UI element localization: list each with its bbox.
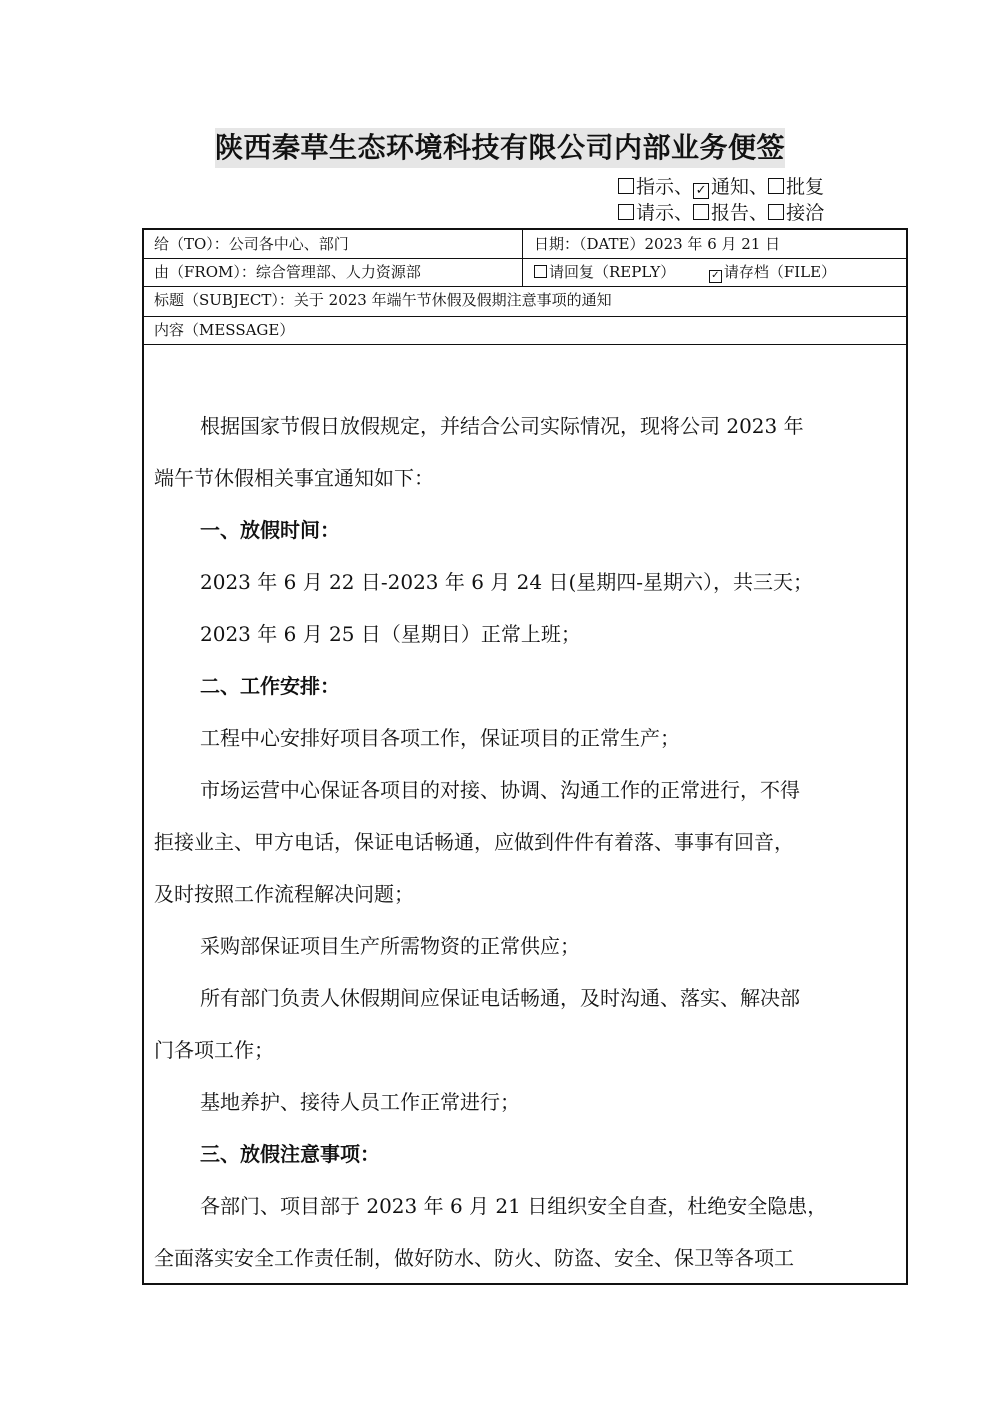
reply-file-options [534,258,836,286]
separator: 、 [674,176,694,198]
reply-label: 请回复（REPLY） [549,263,676,281]
paragraph-line: 全面落实安全工作责任制，做好防水、防火、防盗、安全、保卫等各项工 [154,1246,794,1270]
memo-type-row-1 [618,175,824,199]
subject-field: 标题（SUBJECT）：关于 2023 年端午节休假及假期注意事项的通知 [154,291,612,309]
file-label: 请存档（FILE） [723,263,837,281]
from-field: 由（FROM）：综合管理部、人力资源部 [154,263,421,281]
paragraph-line: 2023 年 6 月 22 日-2023 年 6 月 24 日(星期四-星期六），共三天； [200,570,814,594]
option-contact[interactable] [768,201,824,225]
option-request[interactable] [618,201,674,225]
paragraph-line: 拒接业主、甲方电话，保证电话畅通，应做到件件有着落、事事有回音， [154,830,794,854]
header-row-message [144,316,906,345]
memo-frame [142,228,908,1285]
reply-checkbox[interactable] [534,265,547,278]
option-approval[interactable] [768,175,824,199]
separator: 、 [749,176,769,198]
paragraph-line: 工程中心安排好项目各项工作，保证项目的正常生产； [200,726,680,750]
option-instruction[interactable] [618,175,674,199]
paragraph-line: 基地养护、接待人员工作正常进行； [200,1090,520,1114]
section-heading: 三、放假注意事项： [200,1142,380,1166]
option-label: 批复 [786,176,825,198]
paragraph-line: 根据国家节假日放假规定，并结合公司实际情况，现将公司 2023 年 [200,414,804,438]
approval-checkbox[interactable] [768,178,784,194]
option-report[interactable] [693,201,749,225]
instruction-checkbox[interactable] [618,178,634,194]
section-heading: 一、放假时间： [200,518,340,542]
paragraph-line: 所有部门负责人休假期间应保证电话畅通，及时沟通、落实、解决部 [200,986,800,1010]
separator: 、 [749,202,769,224]
paragraph-line: 2023 年 6 月 25 日（星期日）正常上班； [200,622,581,646]
paragraph-line: 及时按照工作流程解决问题； [154,882,414,906]
paragraph-line: 门各项工作； [154,1038,274,1062]
message-body [154,400,898,1284]
to-field: 给（TO）：公司各中心、部门 [154,235,349,253]
paragraph-line: 市场运营中心保证各项目的对接、协调、沟通工作的正常进行，不得 [200,778,800,802]
header-row-to [144,230,906,259]
option-label: 接洽 [786,202,825,224]
separator: 、 [674,202,694,224]
report-checkbox[interactable] [693,204,709,220]
message-label: 内容（MESSAGE） [154,321,295,339]
date-field: 日期：（DATE）2023 年 6 月 21 日 [534,235,781,253]
section-heading: 二、工作安排： [200,674,340,698]
request-checkbox[interactable] [618,204,634,220]
notice-checkbox[interactable]: ✓ [693,183,709,199]
header-row-from [144,258,906,287]
contact-checkbox[interactable] [768,204,784,220]
memo-type-row-2 [618,201,824,225]
paragraph-line: 采购部保证项目生产所需物资的正常供应； [200,934,580,958]
paragraph-line: 端午节休假相关事宜通知如下： [154,466,434,490]
header-row-subject [144,286,906,317]
option-label: 通知 [711,176,750,198]
memo-title: 陕西秦草生态环境科技有限公司内部业务便签 [215,128,785,168]
option-label: 报告 [711,202,750,224]
option-label: 指示 [636,176,675,198]
option-notice[interactable] [693,175,749,199]
file-checkbox[interactable]: ✓ [709,270,722,283]
paragraph-line: 各部门、项目部于 2023 年 6 月 21 日组织安全自查，杜绝安全隐患， [200,1194,828,1218]
option-label: 请示 [636,202,675,224]
